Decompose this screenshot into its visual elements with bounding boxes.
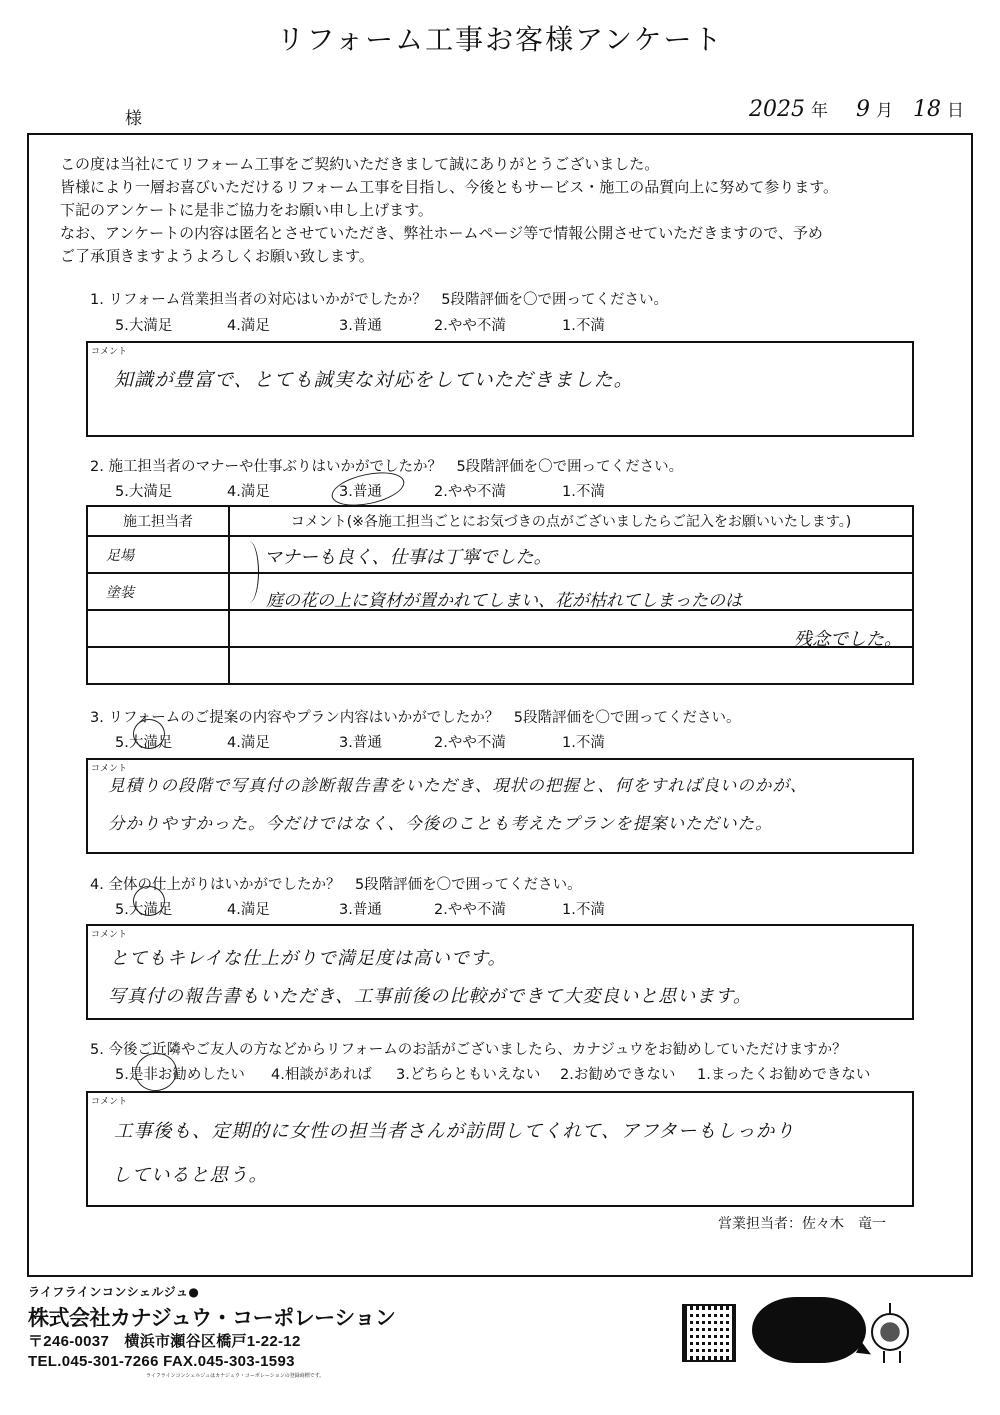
staff-comment-cell[interactable]: [229, 647, 913, 684]
table-row: [87, 647, 913, 684]
company-footer: [28, 1283, 395, 1379]
date-year: 2025: [749, 97, 805, 122]
speech-bubble-icon: [752, 1297, 866, 1363]
comment-box-5[interactable]: [86, 1091, 914, 1207]
trademark-note: ライフラインコンシェルジュはカナジュウ・コーポレーションの登録商標です。: [146, 1373, 325, 1379]
table-row: [87, 573, 913, 610]
column-header-staff: 施工担当者: [87, 506, 229, 536]
rating-option[interactable]: 4.満足: [227, 318, 270, 334]
comment-box-3[interactable]: [86, 758, 914, 854]
rating-option[interactable]: 1.不満: [562, 318, 605, 334]
rating-option[interactable]: 2.やや不満: [434, 484, 506, 500]
page-title: リフォーム工事お客様アンケート: [276, 23, 724, 56]
staff-comment-cell[interactable]: [229, 610, 913, 650]
staff-name[interactable]: 足場: [87, 536, 229, 573]
rating-option[interactable]: 4.相談があれば: [271, 1067, 372, 1083]
handwritten-comment: マナーも良く、仕事は丁寧でした。: [264, 547, 552, 568]
rating-option[interactable]: 1.まったくお勧めできない: [697, 1067, 871, 1083]
rating-option-selected[interactable]: 5.大満足: [115, 731, 227, 752]
rating-option[interactable]: 2.お勧めできない: [560, 1067, 676, 1083]
company-tagline: ライフラインコンシェルジュ●: [28, 1285, 200, 1299]
comment-label: コメント: [91, 764, 128, 774]
handwritten-comment: 写真付の報告書もいただき、工事前後の比較ができて大変良いと思います。: [108, 986, 752, 1007]
table-row: [87, 536, 913, 573]
comment-label: コメント: [91, 347, 128, 357]
rating-option[interactable]: 4.満足: [227, 902, 270, 918]
rating-options-3: [115, 731, 605, 752]
question-text: 4. 全体の仕上がりはいかがでしたか？ 5段階評価を〇で囲ってください。: [90, 877, 582, 893]
question-text: 5. 今後ご近隣やご友人の方などからリフォームのお話がございましたら、カナジュウをお勧めしていただけますか？: [90, 1042, 847, 1058]
staff-comment-table: [86, 505, 914, 685]
date-year-label: 年: [811, 101, 828, 121]
intro-line: なお、アンケートの内容は匿名とさせていただき、弊社ホームページ等で情報公開させていただきますので、予め: [60, 224, 823, 242]
rating-option[interactable]: 5.大満足: [115, 484, 173, 500]
rating-option[interactable]: 5.大満足: [115, 318, 173, 334]
rating-option[interactable]: 4.満足: [227, 735, 270, 751]
comment-box-4[interactable]: [86, 924, 914, 1020]
date-day: 18: [913, 97, 941, 122]
comment-label: コメント: [91, 1097, 128, 1107]
rating-option-selected[interactable]: 5.是非お勧めしたい: [115, 1063, 271, 1084]
rating-option[interactable]: 3.普通: [339, 735, 382, 751]
date-month: 9: [856, 97, 870, 122]
rating-option[interactable]: 3.普通: [339, 902, 382, 918]
company-name: 株式会社カナジュウ・コーポレーション: [28, 1306, 396, 1330]
rating-options-2: [115, 480, 605, 501]
handwritten-comment: 庭の花の上に資材が置かれてしまい、花が枯れてしまったのは: [266, 591, 742, 611]
question-1: [90, 288, 668, 309]
rating-option[interactable]: 1.不満: [562, 484, 605, 500]
rating-options-5: [115, 1063, 870, 1084]
rating-option[interactable]: 2.やや不満: [434, 735, 506, 751]
question-text: 3. リフォームのご提案の内容やプラン内容はいかがでしたか？ 5段階評価を〇で囲ってください。: [90, 710, 741, 726]
rating-option[interactable]: 4.満足: [227, 484, 270, 500]
date-day-label: 日: [947, 101, 964, 121]
question-text: 1. リフォーム営業担当者の対応はいかがでしたか？ 5段階評価を〇で囲ってください。: [90, 292, 668, 308]
handwritten-comment: 知識が豊富で、とても誠実な対応をしていただきました。: [114, 369, 634, 391]
handwritten-comment: 残念でした。: [794, 629, 902, 650]
rating-option-selected[interactable]: 3.普通: [339, 480, 434, 501]
rating-option[interactable]: 1.不満: [562, 902, 605, 918]
date-month-label: 月: [876, 101, 893, 121]
customer-name-field: 様: [125, 109, 142, 129]
rating-options-4: [115, 898, 605, 919]
rating-option[interactable]: 3.普通: [339, 318, 382, 334]
intro-text: [60, 153, 838, 268]
staff-comment-cell[interactable]: [229, 536, 913, 573]
company-contact: TEL.045-301-7266 FAX.045-303-1593: [28, 1353, 295, 1370]
sales-rep-name: 営業担当者：佐々木 竜一: [718, 1216, 886, 1232]
intro-line: この度は当社にてリフォーム工事をご契約いただきまして誠にありがとうございました。: [60, 155, 660, 173]
comment-label: コメント: [91, 930, 128, 940]
staff-name[interactable]: [87, 610, 229, 647]
rating-option[interactable]: 2.やや不満: [434, 318, 506, 334]
handwritten-comment: とてもキレイな仕上がりで満足度は高いです。: [110, 948, 507, 969]
comment-box-1[interactable]: [86, 341, 914, 437]
handwritten-comment: 見積りの段階で写真付の診断報告書をいただき、現状の把握と、何をすれば良いのかが、: [108, 776, 808, 795]
staff-name[interactable]: [87, 647, 229, 684]
handwritten-comment: していると思う。: [112, 1165, 269, 1186]
column-header-comment: コメント(※各施工担当ごとにお気づきの点がございましたらご記入をお願いいたします。): [229, 506, 913, 536]
staff-comment-cell[interactable]: [229, 573, 913, 610]
rating-option-selected[interactable]: 5.大満足: [115, 898, 227, 919]
survey-date: [749, 96, 964, 122]
rating-option[interactable]: 3.どちらともいえない: [396, 1067, 541, 1083]
rating-options-1: [115, 314, 605, 335]
company-address: 〒246-0037 横浜市瀬谷区橋戸1-22-12: [28, 1333, 301, 1350]
intro-line: 下記のアンケートに是非ご協力をお願い申し上げます。: [60, 201, 433, 219]
mascot-icon: [871, 1313, 909, 1351]
table-header-row: [87, 506, 913, 536]
question-text: 2. 施工担当者のマナーや仕事ぶりはいかがでしたか？ 5段階評価を〇で囲ってください。: [90, 459, 684, 475]
table-row: [87, 610, 913, 647]
staff-name[interactable]: 塗装: [87, 573, 229, 610]
rating-option[interactable]: 2.やや不満: [434, 902, 506, 918]
intro-line: 皆様により一層お喜びいただけるリフォーム工事を目指し、今後ともサービス・施工の品質向上に努めて参ります。: [60, 178, 839, 196]
qr-code-icon[interactable]: [682, 1304, 736, 1362]
intro-line: ご了承頂きますようよろしくお願い致します。: [60, 247, 374, 265]
question-5: [90, 1038, 847, 1059]
handwritten-comment: 分かりやすかった。今だけではなく、今後のことも考えたプランを提案いただいた。: [108, 814, 773, 833]
rating-option[interactable]: 1.不満: [562, 735, 605, 751]
question-4: [90, 873, 582, 894]
question-3: [90, 706, 740, 727]
handwritten-comment: 工事後も、定期的に女性の担当者さんが訪問してくれて、アフターもしっかり: [114, 1121, 795, 1142]
